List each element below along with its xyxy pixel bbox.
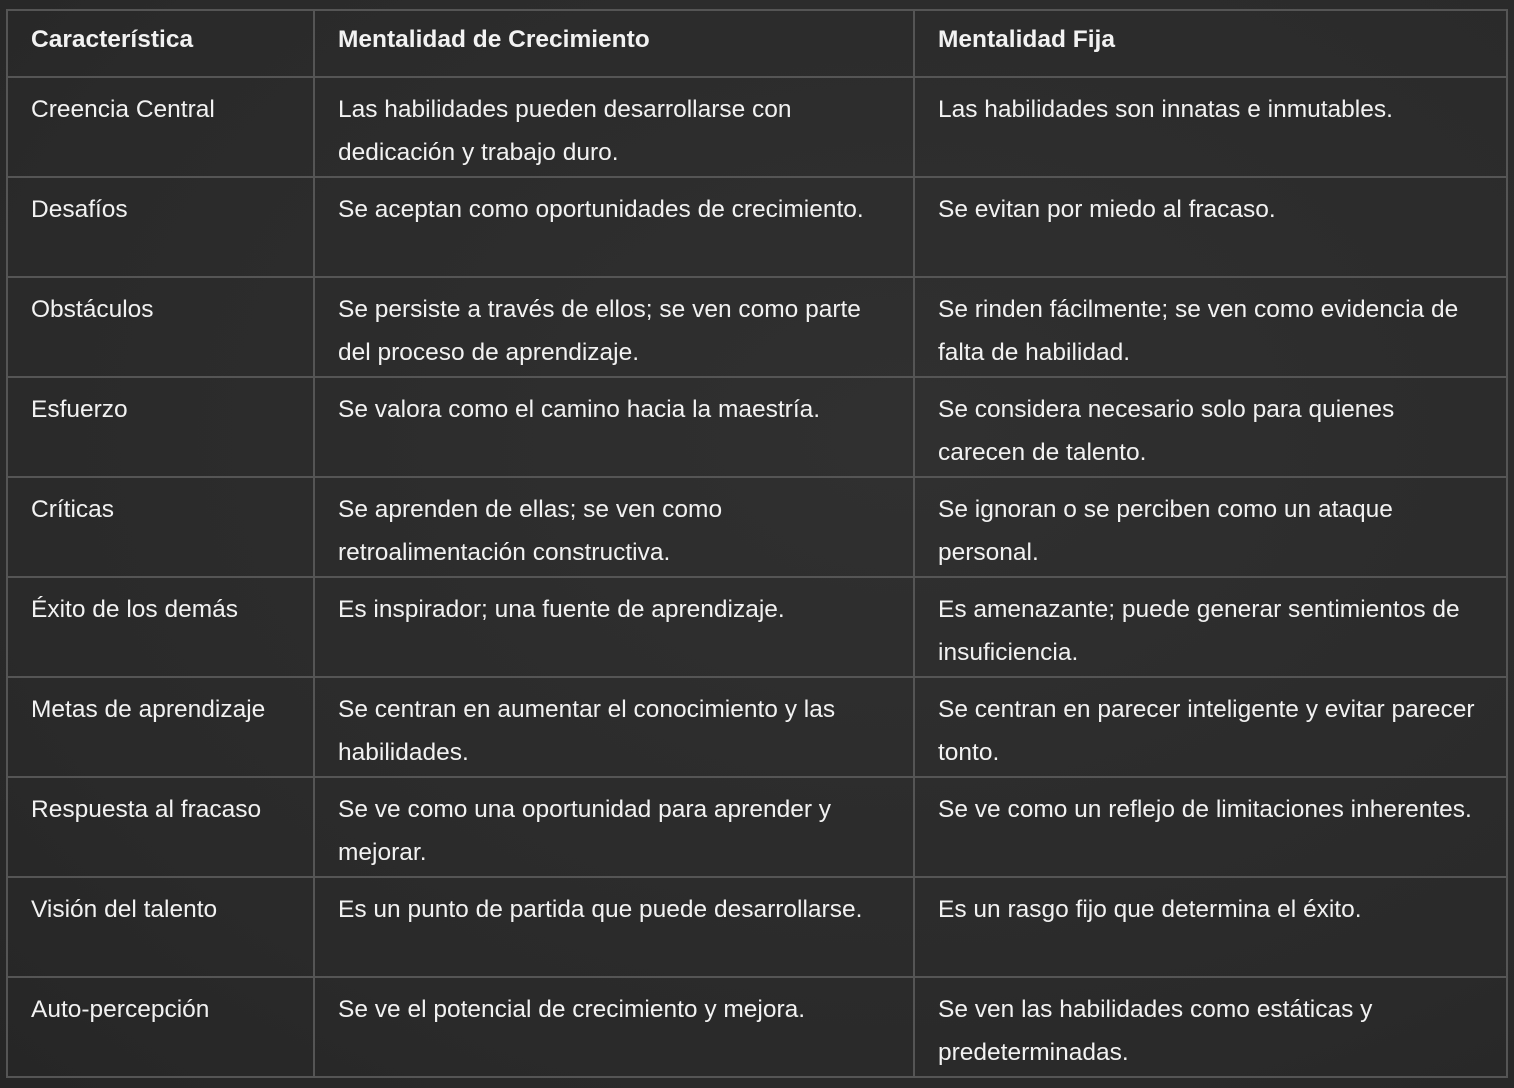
cell-characteristic: Respuesta al fracaso: [7, 777, 314, 877]
cell-fixed: Se rinden fácilmente; se ven como evidencia de falta de habilidad.: [914, 277, 1507, 377]
cell-characteristic: Auto-percepción: [7, 977, 314, 1077]
table-row: [7, 77, 1507, 177]
cell-characteristic: Metas de aprendizaje: [7, 677, 314, 777]
header-growth-mindset: Mentalidad de Crecimiento: [314, 10, 914, 77]
cell-fixed: Se ignoran o se perciben como un ataque personal.: [914, 477, 1507, 577]
cell-growth: Se aceptan como oportunidades de crecimiento.: [314, 177, 914, 277]
cell-characteristic: Éxito de los demás: [7, 577, 314, 677]
cell-fixed: Se ve como un reflejo de limitaciones inherentes.: [914, 777, 1507, 877]
mindset-comparison-table: [6, 9, 1508, 1078]
cell-characteristic: Visión del talento: [7, 877, 314, 977]
cell-growth: Se aprenden de ellas; se ven como retroalimentación constructiva.: [314, 477, 914, 577]
table-row: [7, 677, 1507, 777]
cell-growth: Se ve el potencial de crecimiento y mejora.: [314, 977, 914, 1077]
table-header-row: [7, 10, 1507, 77]
cell-fixed: Se evitan por miedo al fracaso.: [914, 177, 1507, 277]
cell-growth: Se centran en aumentar el conocimiento y las habilidades.: [314, 677, 914, 777]
table-row: [7, 777, 1507, 877]
cell-characteristic: Esfuerzo: [7, 377, 314, 477]
cell-growth: Es inspirador; una fuente de aprendizaje.: [314, 577, 914, 677]
table-row: [7, 877, 1507, 977]
cell-characteristic: Críticas: [7, 477, 314, 577]
table-row: [7, 377, 1507, 477]
cell-fixed: Se considera necesario solo para quienes carecen de talento.: [914, 377, 1507, 477]
table-row: [7, 477, 1507, 577]
cell-growth: Se valora como el camino hacia la maestría.: [314, 377, 914, 477]
cell-growth: Las habilidades pueden desarrollarse con dedicación y trabajo duro.: [314, 77, 914, 177]
cell-fixed: Se ven las habilidades como estáticas y predeterminadas.: [914, 977, 1507, 1077]
cell-growth: Es un punto de partida que puede desarrollarse.: [314, 877, 914, 977]
cell-fixed: Es un rasgo fijo que determina el éxito.: [914, 877, 1507, 977]
cell-growth: Se ve como una oportunidad para aprender y mejorar.: [314, 777, 914, 877]
cell-fixed: Se centran en parecer inteligente y evitar parecer tonto.: [914, 677, 1507, 777]
table-row: [7, 577, 1507, 677]
header-characteristic: Característica: [7, 10, 314, 77]
table-row: [7, 277, 1507, 377]
table-row: [7, 977, 1507, 1077]
cell-fixed: Es amenazante; puede generar sentimientos de insuficiencia.: [914, 577, 1507, 677]
cell-growth: Se persiste a través de ellos; se ven como parte del proceso de aprendizaje.: [314, 277, 914, 377]
header-fixed-mindset: Mentalidad Fija: [914, 10, 1507, 77]
cell-fixed: Las habilidades son innatas e inmutables.: [914, 77, 1507, 177]
cell-characteristic: Obstáculos: [7, 277, 314, 377]
cell-characteristic: Desafíos: [7, 177, 314, 277]
table-row: [7, 177, 1507, 277]
cell-characteristic: Creencia Central: [7, 77, 314, 177]
